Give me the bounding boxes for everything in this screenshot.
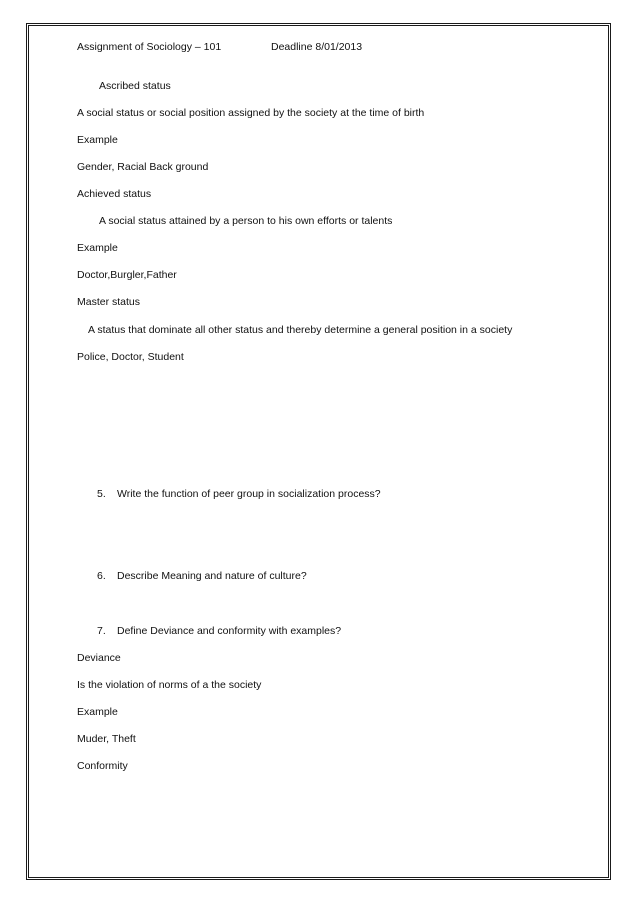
question-5-text: Write the function of peer group in socialization process? xyxy=(117,488,381,500)
question-7-number: 7. xyxy=(97,625,106,637)
deviance-heading: Deviance xyxy=(77,652,121,664)
deviance-example-label: Example xyxy=(77,706,118,718)
ascribed-example-label: Example xyxy=(77,134,118,146)
master-examples: Police, Doctor, Student xyxy=(77,351,184,363)
ascribed-examples: Gender, Racial Back ground xyxy=(77,161,209,173)
ascribed-status-heading: Ascribed status xyxy=(99,80,171,92)
master-status-definition: A status that dominate all other status and thereby determine a general position in a society xyxy=(88,324,513,336)
achieved-status-heading: Achieved status xyxy=(77,188,152,200)
achieved-example-label: Example xyxy=(77,242,118,254)
question-6-text: Describe Meaning and nature of culture? xyxy=(117,570,307,582)
achieved-examples: Doctor,Burgler,Father xyxy=(77,269,177,281)
question-6 xyxy=(97,569,307,583)
question-5 xyxy=(97,487,381,501)
deadline-text: Deadline 8/01/2013 xyxy=(271,41,363,53)
master-status-heading: Master status xyxy=(77,296,141,308)
deviance-definition: Is the violation of norms of a the society xyxy=(77,679,262,691)
question-6-number: 6. xyxy=(97,570,106,582)
ascribed-status-definition: A social status or social position assigned by the society at the time of birth xyxy=(77,107,425,119)
deviance-examples: Muder, Theft xyxy=(77,733,136,745)
achieved-status-definition: A social status attained by a person to his own efforts or talents xyxy=(99,215,393,227)
question-7-text: Define Deviance and conformity with examples? xyxy=(117,625,342,637)
question-7 xyxy=(97,624,341,638)
page-border xyxy=(26,23,611,880)
assignment-title: Assignment of Sociology – 101 xyxy=(77,41,222,53)
conformity-heading: Conformity xyxy=(77,760,128,772)
question-5-number: 5. xyxy=(97,488,106,500)
